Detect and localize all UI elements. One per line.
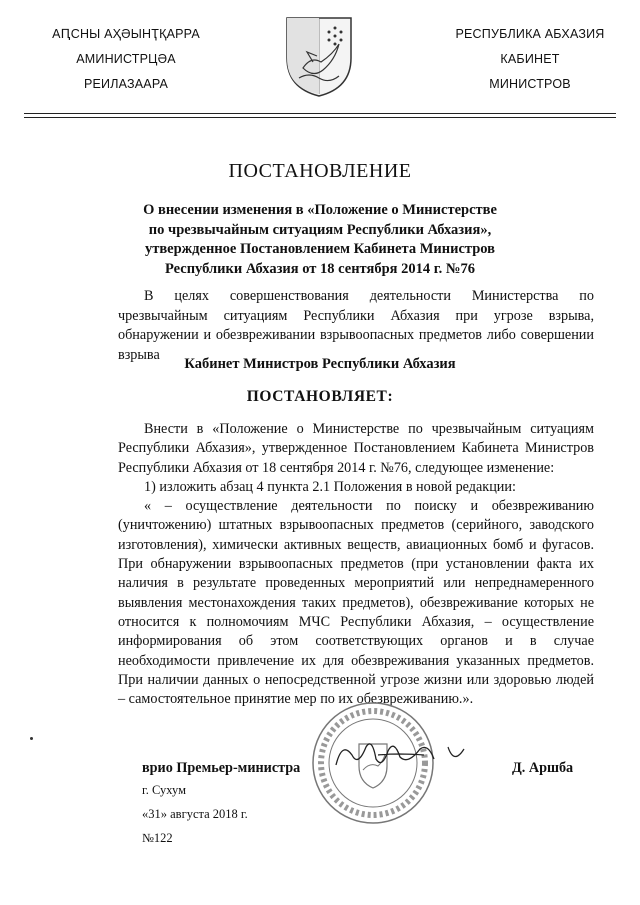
header-left-line: АԤСНЫ АҲӘЫНҬҚАРРА: [52, 27, 200, 41]
document-number: №122: [142, 831, 173, 845]
decrees-heading: ПОСТАНОВЛЯЕТ:: [246, 388, 394, 405]
header-right-line: РЕСПУБЛИКА АБХАЗИЯ: [455, 27, 605, 41]
header-right-line: КАБИНЕТ: [500, 52, 560, 66]
subject-line: по чрезвычайным ситуациям Республики Абхазия»,: [148, 221, 492, 238]
header-left-line: АМИНИСТРЦӘА: [76, 52, 176, 66]
document-title: ПОСТАНОВЛЕНИЕ: [228, 160, 412, 182]
header-divider-thin: [24, 117, 616, 118]
header-right-block: [440, 22, 620, 97]
handwritten-signature: [328, 735, 508, 775]
preamble: [118, 287, 594, 365]
header-left-line: РЕИЛАЗААРА: [83, 77, 169, 91]
preamble-text: В целях совершенствования деятельности Министерства по чрезвычайным ситуациям Республики Абхазия при угрозе взрыва, обнаружении и обезвреживании взрывоопасных предметов либо совершении взрыва: [118, 288, 594, 363]
body-paragraph: « – осуществление деятельности по поиску и обезвреживанию (уничтожению) штатных взрывоопасных предметов (серийного, заводского изготовления), химически активных веществ, авиационных бомб и фугасов. При обнаружении взрывоопасных предметов (при установлении факта их наличия в результате проведенных мероприятий или непреднамеренного выявления местонахождения таких предметов), обезвреживание которых не относится к полномочиям МЧС Республики Абхазия, – осуществление информирования об этом соответствующих органов и в случае необходимости привлечение их для обезвреживания указанных предметов. При наличии данных о непосредственной угрозе жизни или здоровью людей – самостоятельное принятие мер по их обезвреживанию.».: [118, 498, 594, 708]
coat-of-arms-emblem: [283, 14, 355, 98]
document-subject: [110, 201, 530, 279]
signatory-position: врио Премьер-министра: [142, 760, 301, 776]
subject-line: О внесении изменения в «Положение о Министерстве: [143, 202, 497, 218]
subject-line: утвержденное Постановлением Кабинета Министров: [144, 241, 496, 257]
header-left-block: [26, 22, 226, 97]
subject-line: Республики Абхазия от 18 сентября 2014 г. №76: [164, 260, 476, 277]
signatory-name: Д. Аршба: [512, 760, 574, 776]
document-body: [118, 420, 594, 709]
header-divider-thick: [24, 113, 616, 114]
scan-speck: [30, 737, 33, 740]
issue-date: «31» августа 2018 г.: [142, 807, 248, 821]
issue-city: г. Сухум: [142, 783, 187, 797]
body-paragraph: Внести в «Положение о Министерстве по чрезвычайным ситуациям Республики Абхазия», утвержденное Постановлением Кабинета Министров Республики Абхазия от 18 сентября 2014 г. №76, следующее изменение:: [118, 421, 594, 476]
header-right-line: МИНИСТРОВ: [489, 77, 571, 91]
body-paragraph: 1) изложить абзац 4 пункта 2.1 Положения в новой редакции:: [144, 478, 516, 495]
issuing-body: Кабинет Министров Республики Абхазия: [184, 356, 456, 372]
